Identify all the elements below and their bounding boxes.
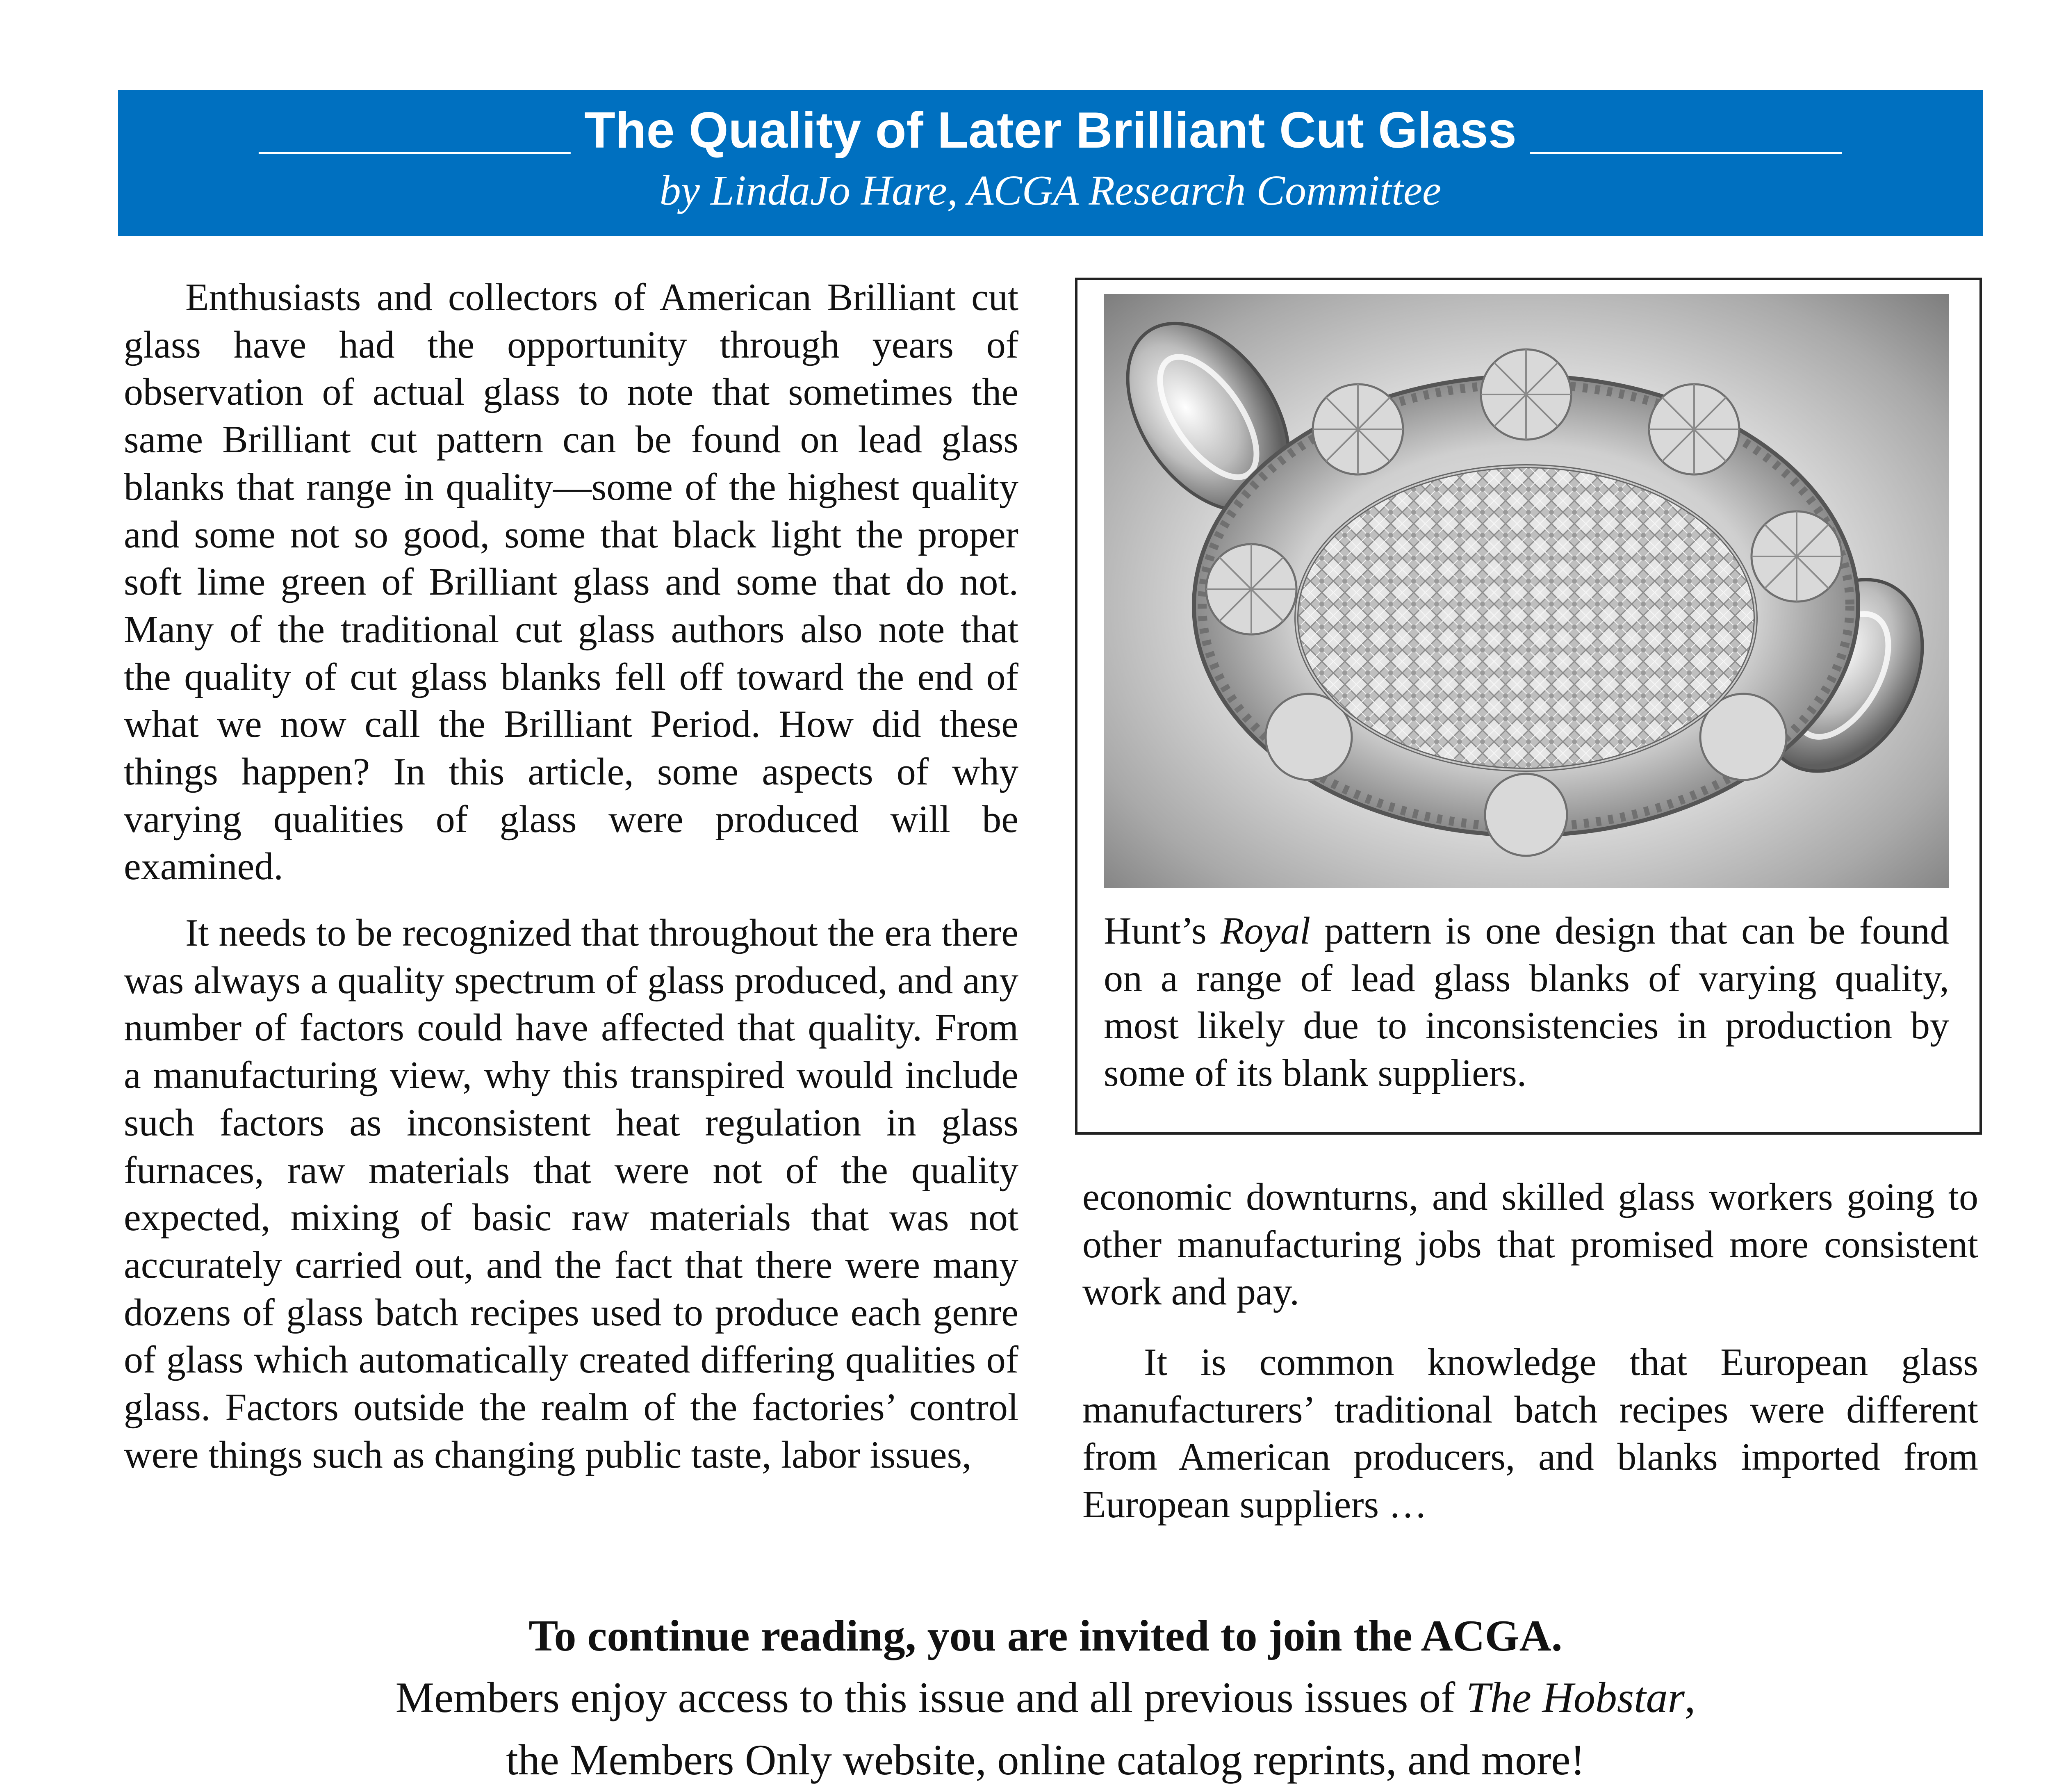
article-header	[118, 90, 1983, 236]
membership-benefits-line-2: the Members Only website, online catalog reprints, and more!	[506, 1736, 1585, 1784]
cut-glass-bowl-photo	[1104, 294, 1949, 888]
benefits-text-start: Members enjoy access to this issue and all previous issues of	[395, 1673, 1466, 1721]
article-title: ___________ The Quality of Later Brilliant Cut Glass ___________	[259, 102, 1842, 159]
caption-text-end: pattern is one design that can be found on a range of lead glass blanks of varying quality, most likely due to inconsistencies in production by some of its blank suppliers.	[1104, 910, 1949, 1095]
article-byline: by LindaJo Hare, ACGA Research Committee	[659, 167, 1442, 214]
figure-box	[1075, 278, 1982, 1135]
membership-benefits-line-1	[0, 1669, 2050, 1726]
benefits-text-end: ,	[1684, 1673, 1696, 1721]
article-paragraph-1: Enthusiasts and collectors of American Brilliant cut glass have had the opportunity through years of observation of actual glass to note that sometimes the same Brilliant cut pattern can be found on lead glass blanks that range in quality—some of the highest quality and some not so good, some that black light the proper soft lime green of Brilliant glass and some that do not. Many of the traditional cut glass authors also note that the quality of cut glass blanks fell off toward the end of what we now call the Brilliant Period. How did these things happen? In this article, some aspects of why varying qualities of glass were produced will be examined.	[124, 276, 1018, 888]
membership-invitation-heading: To continue reading, you are invited to join the ACGA.	[528, 1612, 1563, 1660]
cut-glass-bowl-illustration	[1104, 294, 1949, 888]
publication-name: The Hobstar	[1466, 1673, 1685, 1721]
article-paragraph-3: economic downturns, and skilled glass workers going to other manufacturing jobs that promised more consistent work and pay.	[1082, 1176, 1978, 1313]
caption-text-start: Hunt’s	[1104, 910, 1221, 952]
caption-pattern-name: Royal	[1220, 910, 1311, 952]
article-paragraph-2: It needs to be recognized that throughout the era there was always a quality spectrum of glass produced, and any number of factors could have affected that quality. From a manufacturing view, why this transpired would include such factors as inconsistent heat regulation in glass furnaces, raw materials that were not of the quality expected, mixing of basic raw materials that was not accurately carried out, and the fact that there were many dozens of glass batch recipes used to produce each genre of glass which automatically created differing qualities of glass. Factors outside the realm of the factories’ control were things such as changing public taste, labor issues,	[124, 912, 1018, 1476]
figure-caption	[1104, 907, 1949, 1097]
article-paragraph-4: It is common knowledge that European glass manufacturers’ traditional batch recipes were different from American producers, and blanks imported from European suppliers …	[1082, 1341, 1978, 1526]
